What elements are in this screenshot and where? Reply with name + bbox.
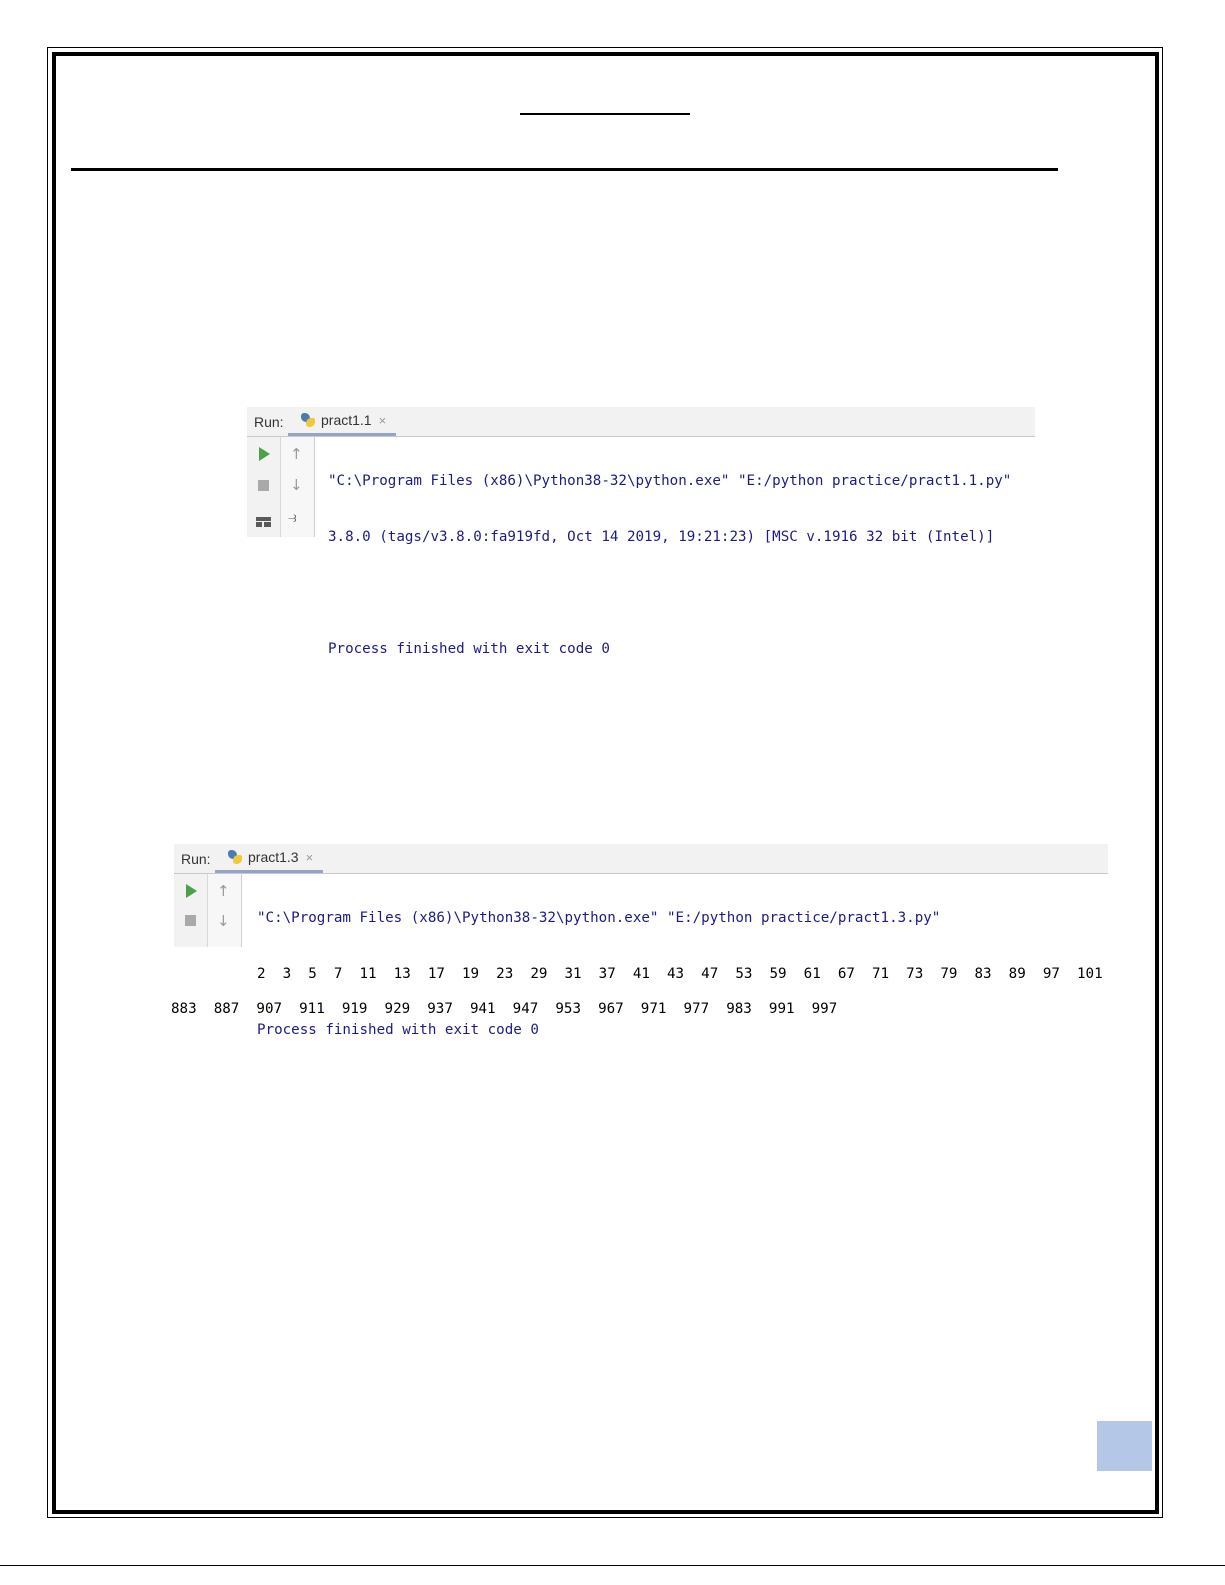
console-line: "C:\Program Files (x86)\Python38-32\python.exe" "E:/python practice/pract1.1.py" bbox=[328, 473, 1012, 489]
page-number-badge bbox=[1097, 1421, 1152, 1471]
header-rule bbox=[71, 168, 1058, 171]
tab-pract1-1[interactable] bbox=[288, 407, 396, 436]
scroll-up-icon[interactable]: ↑ bbox=[290, 445, 303, 463]
run-play-icon[interactable] bbox=[186, 884, 197, 898]
console-line bbox=[328, 581, 1035, 605]
run-toolbar-right bbox=[208, 874, 242, 947]
primes-output-continued: 883 887 907 911 919 929 937 941 947 953 967 971 977 983 991 997 bbox=[171, 1001, 838, 1017]
page-bottom-rule bbox=[0, 1565, 1225, 1566]
close-icon[interactable]: × bbox=[305, 849, 314, 865]
run-toolbar-left bbox=[247, 437, 281, 537]
page-border-inner bbox=[52, 52, 1159, 1514]
console-line: Process finished with exit code 0 bbox=[328, 641, 610, 657]
scroll-down-icon[interactable]: ↓ bbox=[217, 912, 230, 930]
tab-pract1-3[interactable] bbox=[215, 844, 323, 873]
run-play-icon[interactable] bbox=[259, 447, 270, 461]
run-tool-window-header bbox=[174, 844, 1108, 874]
python-file-icon bbox=[300, 412, 316, 428]
scroll-up-icon[interactable]: ↑ bbox=[217, 882, 230, 900]
stop-icon[interactable] bbox=[185, 915, 196, 926]
console-line: 3.8.0 (tags/v3.8.0:fa919fd, Oct 14 2019, 19:21:23) [MSC v.1916 32 bit (Intel)] bbox=[328, 529, 995, 545]
title-underline bbox=[520, 113, 690, 115]
console-output bbox=[328, 437, 1035, 657]
console-line: Process finished with exit code 0 bbox=[257, 1022, 539, 1038]
scroll-down-icon[interactable]: ↓ bbox=[290, 476, 303, 494]
python-file-icon bbox=[227, 849, 243, 865]
tab-label: pract1.3 bbox=[248, 849, 299, 865]
run-toolbar-right bbox=[281, 437, 315, 537]
close-icon[interactable]: × bbox=[378, 412, 387, 428]
console-line: "C:\Program Files (x86)\Python38-32\python.exe" "E:/python practice/pract1.3.py" bbox=[257, 910, 941, 926]
run-label: Run: bbox=[181, 851, 211, 867]
run-tool-window-header bbox=[247, 407, 1035, 437]
soft-wrap-icon[interactable]: ⥽ bbox=[288, 508, 297, 526]
stop-icon[interactable] bbox=[258, 480, 269, 491]
run-panel-pract1-1 bbox=[247, 407, 1035, 657]
tab-label: pract1.1 bbox=[321, 412, 372, 428]
layout-icon[interactable] bbox=[256, 517, 271, 527]
console-line: 2 3 5 7 11 13 17 19 23 29 31 37 41 43 47 53 59 61 67 71 73 79 83 89 97 101 bbox=[257, 966, 1103, 982]
run-label: Run: bbox=[254, 414, 284, 430]
run-toolbar-left bbox=[174, 874, 208, 947]
